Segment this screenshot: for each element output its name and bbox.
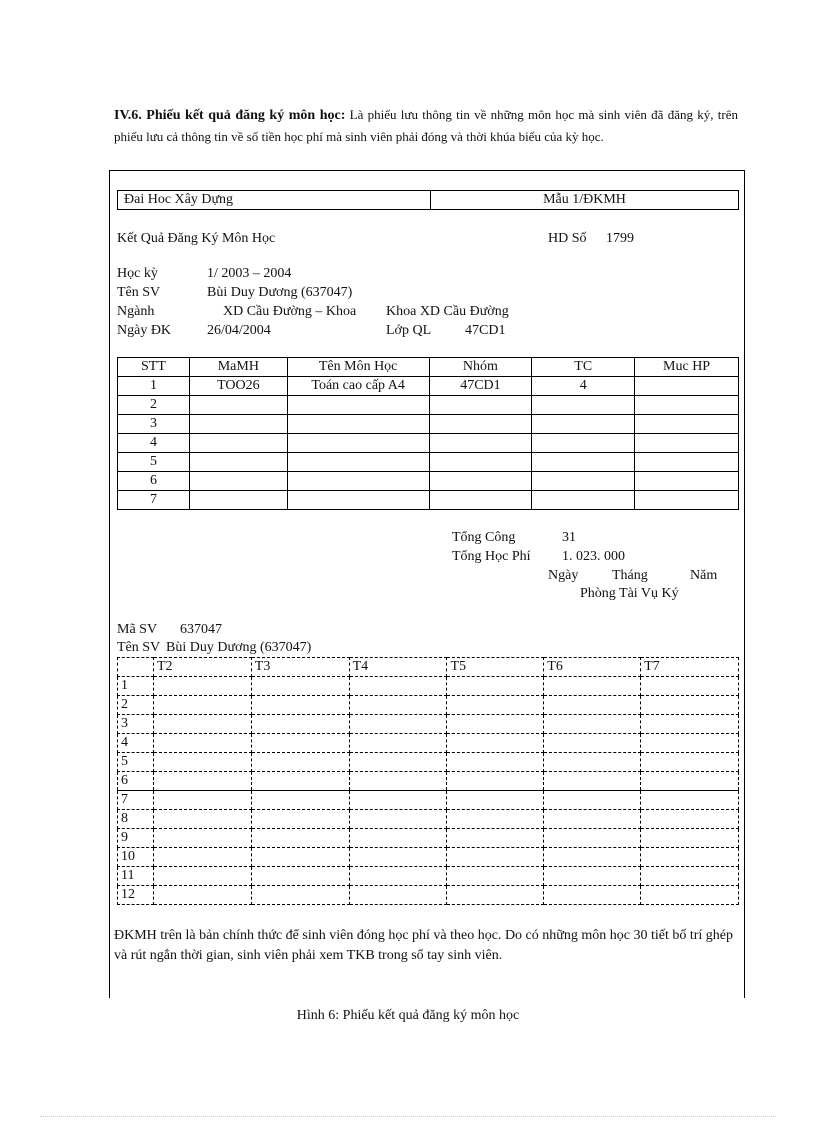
ngaydk-label: Ngày ĐK [117, 323, 172, 338]
col-header: TC [532, 358, 635, 377]
period-number: 11 [118, 867, 154, 886]
period-row [118, 772, 739, 791]
day-label: Ngày [548, 568, 579, 583]
corner-cell [118, 658, 154, 677]
cell: 1 [118, 377, 190, 396]
intro-paragraph [114, 104, 738, 147]
period-number: 8 [118, 810, 154, 829]
footer-note: ĐKMH trên là bản chính thức để sinh viên đóng học phí và theo học. Do có những môn học 30 tiết bố trí ghép và rút ngắn thời gian, sinh viên phải xem TKB trong sổ tay sinh viên. [114, 928, 734, 963]
day-header: T3 [251, 658, 349, 677]
day-header: T5 [447, 658, 544, 677]
period-row [118, 848, 739, 867]
col-header: Nhóm [429, 358, 532, 377]
lopql-label: Lớp QL [386, 323, 432, 338]
student-name-value: Bùi Duy Dương (637047) [166, 640, 312, 655]
masv-value: 637047 [180, 622, 222, 637]
signer-label: Phòng Tài Vụ Ký [580, 586, 679, 601]
tongcong-label: Tổng Công [452, 530, 516, 545]
lopql-value: 47CD1 [465, 323, 506, 338]
day-header: T4 [349, 658, 447, 677]
cell: Toán cao cấp A4 [287, 377, 429, 396]
table-row [118, 472, 739, 491]
cell: 2 [118, 396, 190, 415]
period-row [118, 810, 739, 829]
table-row [118, 434, 739, 453]
table-row [118, 396, 739, 415]
timetable-header-row [118, 658, 739, 677]
day-header: T2 [153, 658, 251, 677]
period-number: 12 [118, 886, 154, 905]
masv-label: Mã SV [117, 622, 158, 637]
cell: 4 [118, 434, 190, 453]
period-row [118, 677, 739, 696]
page-bottom-divider [40, 1116, 776, 1117]
cell: 7 [118, 491, 190, 510]
nganh-value: XD Cầu Đường – Khoa [223, 304, 357, 319]
col-header: Tên Môn Học [287, 358, 429, 377]
ngaydk-value: 26/04/2004 [207, 323, 271, 338]
table-row [118, 491, 739, 510]
intro-text: Là phiếu lưu thông tin về những môn học mà sinh viên đã đăng ký, trên phiếu lưu cả thông tin về số tiền học phí mà sinh viên phải đóng và thời khúa biểu của kỳ học. [114, 107, 738, 144]
university-name: Đai Hoc Xây Dựng [118, 191, 431, 210]
day-header: T6 [544, 658, 641, 677]
period-number: 6 [118, 772, 154, 791]
form-title: Kết Quả Đăng Ký Môn Học [117, 231, 276, 246]
period-number: 7 [118, 791, 154, 810]
nganh-label: Ngành [117, 304, 155, 319]
hd-label: HD Số [548, 231, 587, 246]
cell: 3 [118, 415, 190, 434]
day-header: T7 [641, 658, 739, 677]
period-row [118, 829, 739, 848]
period-row [118, 734, 739, 753]
khoa-value: Khoa XD Cầu Đường [386, 304, 509, 319]
period-row [118, 715, 739, 734]
hocky-value: 1/ 2003 – 2004 [207, 266, 292, 281]
figure-caption: Hình 6: Phiếu kết quả đăng ký môn học [296, 1008, 520, 1023]
hocky-label: Học kỳ [117, 266, 158, 281]
period-row [118, 867, 739, 886]
hocphi-label: Tổng Học Phí [452, 549, 531, 564]
col-header: MaMH [189, 358, 287, 377]
period-row [118, 886, 739, 905]
period-number: 10 [118, 848, 154, 867]
period-row [118, 696, 739, 715]
student-name-label: Tên SV [117, 640, 161, 655]
hocphi-value: 1. 023. 000 [562, 549, 625, 564]
cell: 47CD1 [429, 377, 532, 396]
tensv-label: Tên SV [117, 285, 161, 300]
course-table [117, 357, 739, 510]
period-number: 2 [118, 696, 154, 715]
period-number: 5 [118, 753, 154, 772]
cell [635, 377, 739, 396]
period-number: 1 [118, 677, 154, 696]
cell: 4 [532, 377, 635, 396]
tongcong-value: 31 [562, 530, 576, 545]
period-number: 4 [118, 734, 154, 753]
period-row [118, 791, 739, 810]
year-label: Năm [690, 568, 718, 583]
period-number: 3 [118, 715, 154, 734]
form-header-table [117, 190, 739, 210]
cell: 5 [118, 453, 190, 472]
tensv-value: Bùi Duy Dương (637047) [207, 285, 353, 300]
col-header: Muc HP [635, 358, 739, 377]
course-header-row [118, 358, 739, 377]
section-heading: IV.6. Phiếu kết quả đăng ký môn học: [114, 108, 346, 123]
col-header: STT [118, 358, 190, 377]
table-row [118, 415, 739, 434]
timetable [117, 657, 739, 905]
cell: 6 [118, 472, 190, 491]
table-row [118, 453, 739, 472]
month-label: Tháng [612, 568, 648, 583]
hd-value: 1799 [606, 231, 634, 246]
form-code: Mẫu 1/ĐKMH [431, 191, 739, 210]
period-row [118, 753, 739, 772]
period-number: 9 [118, 829, 154, 848]
table-row [118, 377, 739, 396]
cell: TOO26 [189, 377, 287, 396]
